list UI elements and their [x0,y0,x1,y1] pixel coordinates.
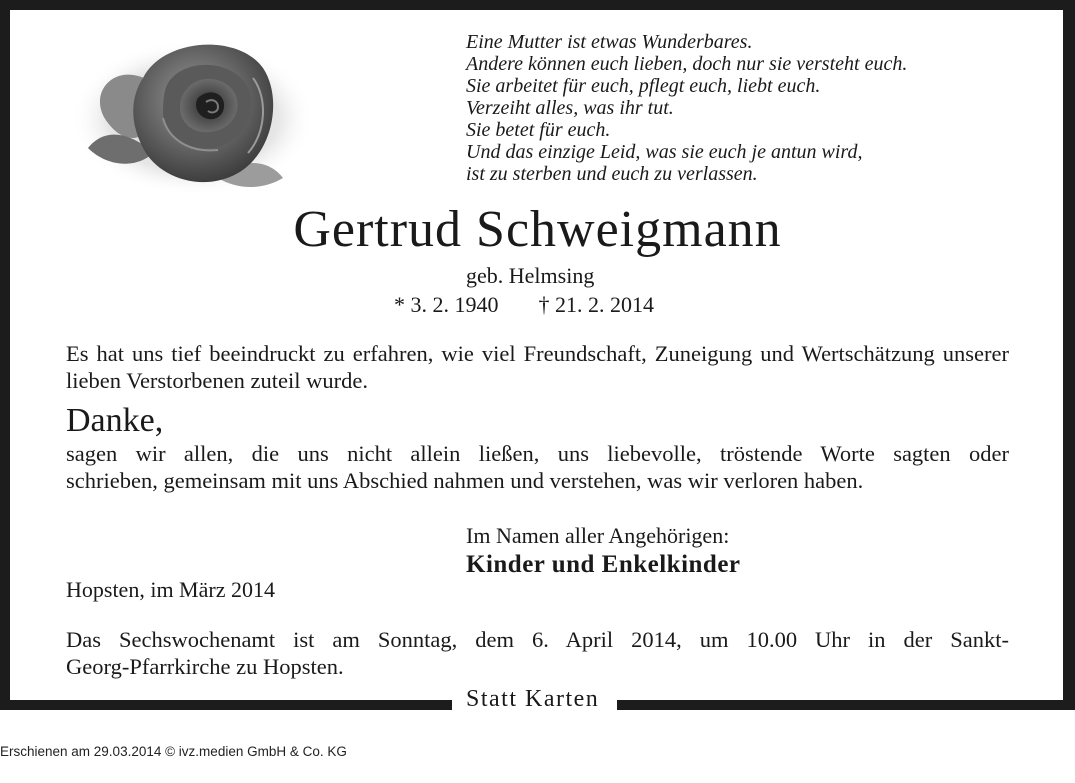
danke-heading: Danke, [66,402,164,439]
place-date: Hopsten, im März 2014 [66,577,275,602]
poem-line: Verzeiht alles, was ihr tut. [466,97,674,119]
danke-paragraph [66,440,1009,494]
service-paragraph [66,626,1009,680]
frame-border-bottom-left [0,700,452,710]
poem-line: ist zu sterben und euch zu verlassen. [466,163,758,185]
signoff-names: Kinder und Enkelkinder [466,551,741,578]
danke-paragraph-line: schrieben, gemeinsam mit uns Abschied nahmen und verstehen, was wir verloren haben. [66,468,864,493]
poem-line: Sie arbeitet für euch, pflegt euch, liebt euch. [466,75,821,97]
birth-date: * 3. 2. 1940 [394,292,499,317]
death-date: † 21. 2. 2014 [538,292,654,317]
poem-line: Sie betet für euch. [466,119,611,141]
service-paragraph-line: Das Sechswochenamt ist am Sonntag, dem 6. April 2014, um 10.00 Uhr in der Sankt- [66,627,1009,652]
poem-line: Eine Mutter ist etwas Wunderbares. [466,31,753,53]
frame-border-left [0,0,10,710]
memorial-poem [466,31,907,185]
frame-border-bottom-right [617,700,1075,710]
thanks-paragraph: Es hat uns tief beeindruckt zu erfahren, wie viel Freundschaft, Zuneigung und Wertschätzung unserer lieben Verstorbenen zuteil wurde. [66,341,1009,393]
publication-footer: Erschienen am 29.03.2014 © ivz.medien GmbH & Co. KG [0,744,347,759]
maiden-name: geb. Helmsing [466,263,595,288]
deceased-name [0,200,1075,259]
frame-border-right [1063,0,1075,710]
poem-line: Andere können euch lieben, doch nur sie versteht euch. [466,53,908,75]
frame-border-top [0,0,1075,10]
signoff-intro: Im Namen aller Angehörigen: [466,523,730,548]
rose-image [68,28,318,198]
danke-paragraph-line: sagen wir allen, die uns nicht allein ließen, uns liebevolle, tröstende Worte sagten oder [66,441,1009,466]
life-dates [394,292,654,318]
statt-karten-label: Statt Karten [466,686,600,712]
poem-line: Und das einzige Leid, was sie euch je antun wird, [466,141,863,163]
service-paragraph-line: Georg-Pfarrkirche zu Hopsten. [66,654,344,679]
deceased-name-text: Gertrud Schweigmann [293,201,782,258]
